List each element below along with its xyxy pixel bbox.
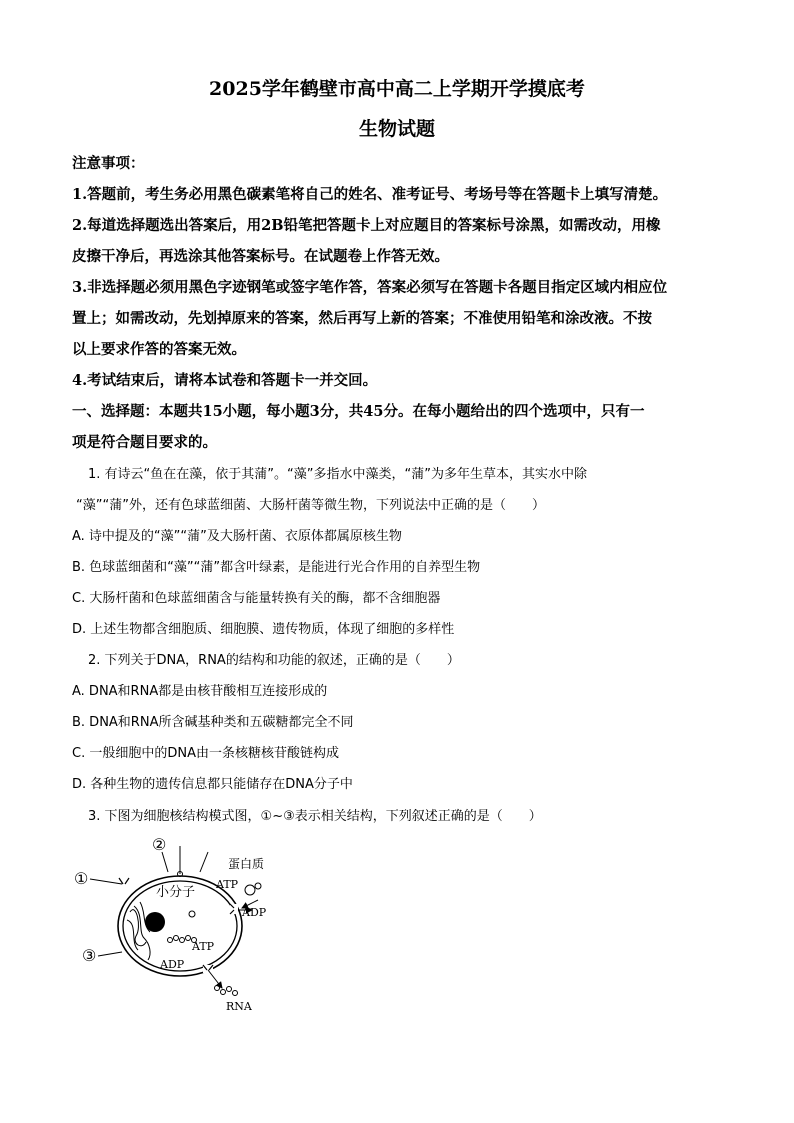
atp-label-bottom: ATP: [192, 940, 215, 953]
section-heading: 一、选择题：本题共15小题，每小题3分，共45分。在每小题给出的四个选项中，只有一: [72, 403, 645, 420]
rna-strand: [215, 986, 238, 996]
label-2: ②: [152, 835, 167, 854]
q1-stem: 1. 有诗云“鱼在在藻，依于其蒲”。“藻”多指水中藻类，“蒲”为多年生草本，其实水中除: [88, 467, 587, 482]
q2-option-c: C. 一般细胞中的DNA由一条核糖核苷酸链构成: [72, 746, 339, 761]
section-heading-cont: 项是符合题目要求的。: [72, 434, 217, 451]
q1-option-b: B. 色球蓝细菌和“藻”“蒲”都含叶绿素，是能进行光合作用的自养型生物: [72, 560, 481, 575]
notice-line: 4.考试结束后，请将本试卷和答题卡一并交回。: [72, 372, 378, 389]
label-3: ③: [82, 946, 97, 965]
notice-line: 2.每道选择题选出答案后，用2B铅笔把答题卡上对应题目的答案标号涂黑，如需改动，用橡: [72, 217, 661, 234]
q1-option-a: A. 诗中提及的“藻”“蒲”及大肠杆菌、衣原体都属原核生物: [72, 529, 402, 544]
q2-stem: 2. 下列关于DNA，RNA的结构和功能的叙述，正确的是（ ）: [88, 653, 460, 668]
notice-line: 以上要求作答的答案无效。: [72, 341, 246, 358]
q1-option-d: D. 上述生物都含细胞质、细胞膜、遗传物质，体现了细胞的多样性: [72, 622, 455, 637]
notice-line: 置上；如需改动，先划掉原来的答案，然后再写上新的答案；不准使用铅笔和涂改液。不按: [72, 310, 652, 327]
label-1: ①: [74, 869, 89, 888]
notice-heading: 注意事项：: [72, 155, 145, 172]
nucleus-diagram: [72, 832, 302, 1017]
exam-title: 2025学年鹤壁市高中高二上学期开学摸底考: [209, 78, 585, 100]
q2-option-d: D. 各种生物的遗传信息都只能储存在DNA分子中: [72, 777, 353, 792]
adp-label-bottom: ADP: [160, 958, 185, 971]
adp-label-right: ADP: [242, 906, 267, 919]
subject-title: 生物试题: [358, 118, 435, 140]
q1-stem-cont: “藻”“蒲”外，还有色球蓝细菌、大肠杆菌等微生物，下列说法中正确的是（ ）: [76, 498, 545, 513]
q1-option-c: C. 大肠杆菌和色球蓝细菌含与能量转换有关的酶，都不含细胞器: [72, 591, 441, 606]
q2-option-a: A. DNA和RNA都是由核苷酸相互连接形成的: [72, 684, 328, 699]
q2-option-b: B. DNA和RNA所含碱基种类和五碳糖都完全不同: [72, 715, 354, 730]
rna-label: RNA: [226, 1000, 252, 1013]
protein-label: 蛋白质: [228, 857, 265, 871]
notice-line: 皮擦干净后，再选涂其他答案标号。在试题卷上作答无效。: [72, 248, 449, 265]
protein-blob: [245, 883, 261, 895]
notice-line: 1.答题前，考生务必用黑色碳素笔将自己的姓名、准考证号、考场号等在答题卡上填写清楚。: [72, 186, 668, 203]
q3-stem: 3. 下图为细胞核结构模式图，①~③表示相关结构，下列叙述正确的是（ ）: [88, 809, 542, 824]
small-molecule-label: 小分子: [156, 885, 196, 900]
notice-line: 3.非选择题必须用黑色字迹钢笔或签字笔作答，答案必须写在答题卡各题目指定区域内相应位: [72, 279, 668, 296]
atp-label-top: ATP: [216, 878, 239, 891]
chromatin: [127, 902, 150, 960]
